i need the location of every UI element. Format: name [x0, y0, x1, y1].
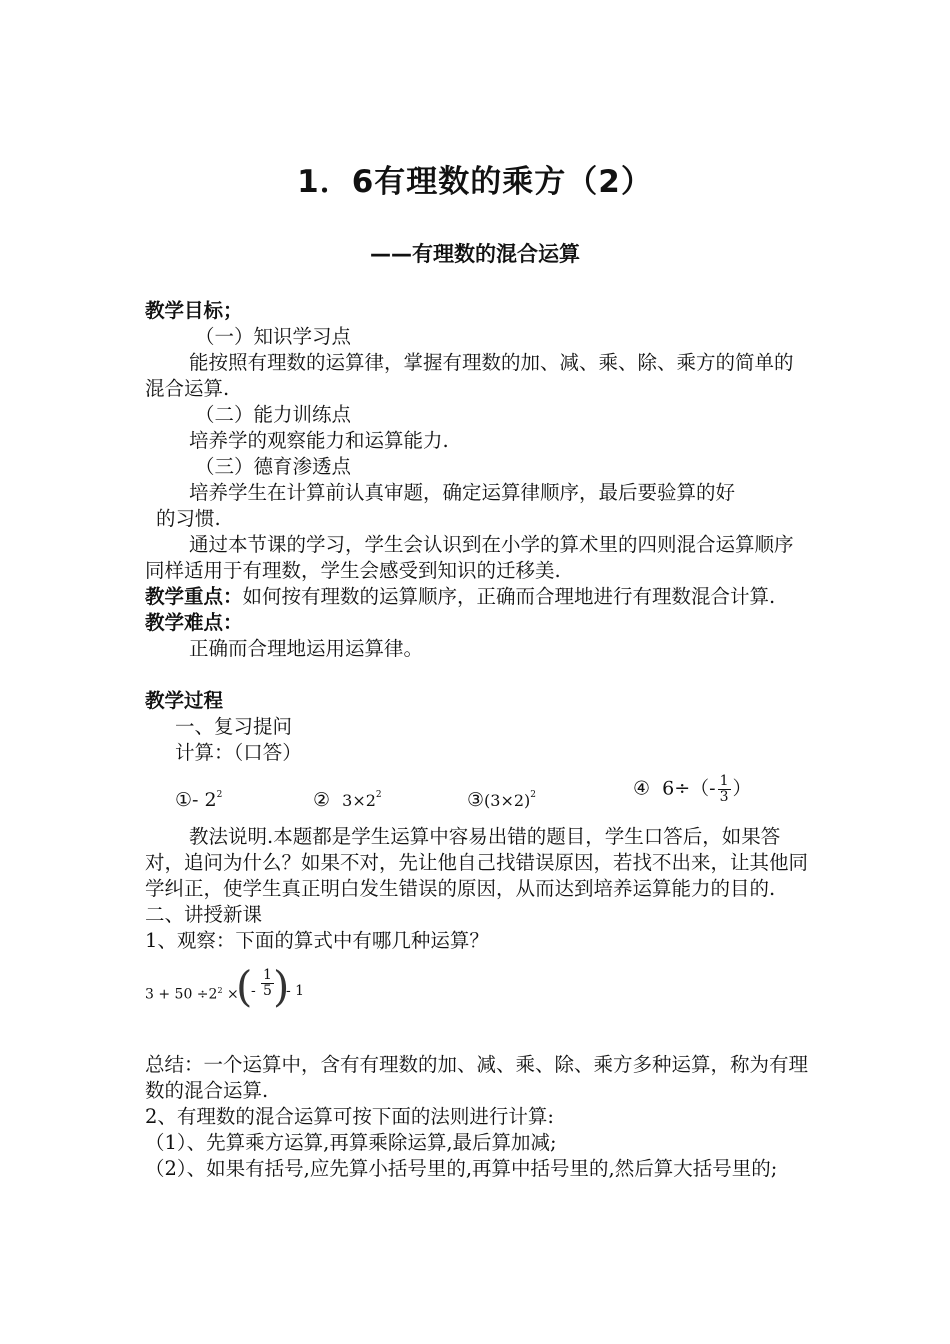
expression-fraction: [261, 968, 274, 999]
right-paren: ): [273, 962, 290, 1011]
goals-heading: 教学目标；: [145, 299, 243, 322]
question-4-fraction: [718, 774, 731, 805]
goals-section-1: （一）知识学习点: [195, 325, 352, 348]
question-4-label: ④: [633, 777, 651, 800]
question-4-numerator: 1: [719, 773, 729, 789]
rule-intro: 2、有理数的混合运算可按下面的法则进行计算:: [145, 1105, 554, 1128]
review-heading: 一、复习提问: [175, 715, 293, 738]
question-2-label: ②: [313, 789, 331, 811]
document-body: [145, 298, 810, 1182]
expression-minus: -: [251, 983, 256, 999]
expression-left-text: 3 + 50 ÷2: [145, 986, 218, 1003]
calc-prompt: 计算：（口答）: [175, 741, 302, 764]
expression-denominator: 5: [263, 983, 272, 999]
goals-section-2: （二）能力训练点: [195, 403, 352, 426]
question-1: [175, 782, 222, 813]
question-3-exponent: 2: [530, 790, 537, 800]
key-point: [145, 584, 810, 610]
question-3: [467, 782, 536, 814]
question-4-close-paren: ）: [732, 777, 752, 800]
page-title: 1．6有理数的乘方（2）: [297, 164, 653, 200]
review-questions: [145, 772, 810, 824]
left-paren: (: [236, 962, 253, 1011]
key-point-label: 教学重点：: [145, 585, 243, 608]
observe-prompt: 1、观察：下面的算式中有哪几种运算？: [145, 929, 489, 952]
conclusion: 总结：一个运算中，含有有理数的加、减、乘、除、乘方多种运算，称为有理数的混合运算.: [145, 1053, 809, 1102]
expression-numerator: 1: [263, 967, 272, 983]
rule-1: （1）、先算乘方运算,再算乘除运算,最后算加减;: [145, 1131, 557, 1154]
goals-section-3: （三）德育渗透点: [195, 455, 352, 478]
expression-exponent: 2: [217, 986, 223, 995]
spacer: [145, 1026, 810, 1052]
key-point-text: 如何按有理数的运算顺序，正确而合理地进行有理数混合计算.: [242, 585, 776, 608]
goals-summary: 通过本节课的学习，学生会认识到在小学的算术里的四则混合运算顺序同样适用于有理数，学生会感受到知识的迁移美.: [145, 533, 794, 582]
difficulty-text: 正确而合理地运用运算律。: [189, 637, 424, 660]
goals-section-1-text: 能按照有理数的运算律，掌握有理数的加、减、乘、除、乘方的简单的混合运算.: [145, 351, 794, 400]
question-4-base: 6÷（-: [662, 777, 716, 800]
question-4: [633, 774, 752, 805]
spacer: [145, 662, 810, 688]
goals-section-2-text: 培养学的观察能力和运算能力.: [189, 429, 449, 452]
page-subtitle: ——有理数的混合运算: [370, 242, 580, 266]
question-2-exponent: 2: [375, 790, 382, 800]
question-4-denominator: 3: [719, 789, 729, 805]
question-1-base: ①- 2: [175, 789, 217, 811]
question-2-base: 3×2: [342, 791, 376, 810]
rule-2: （2）、如果有括号,应先算小括号里的,再算中括号里的,然后算大括号里的;: [145, 1157, 778, 1180]
expression-left: [145, 978, 239, 1008]
question-3-label: ③: [467, 789, 485, 811]
new-lesson-heading: 二、讲授新课: [145, 903, 263, 926]
question-3-base: (3×2): [484, 791, 531, 810]
mixed-expression: [145, 962, 810, 1014]
process-heading: 教学过程: [145, 689, 224, 712]
difficulty-label: 教学难点：: [145, 611, 243, 634]
goals-section-3-text: 培养学生在计算前认真审题，确定运算律顺序，最后要验算的好: [189, 481, 736, 504]
question-1-exponent: 2: [216, 790, 223, 800]
expression-times: ×: [227, 986, 239, 1003]
question-2: [313, 782, 382, 814]
method-note: 教法说明.本题都是学生运算中容易出错的题目，学生口答后，如果答对，追问为什么？如果不对，先让他自己找错误原因，若找不出来，让其他同学纠正，使学生真正明白发生错误的原因，从而达到培养运算能力的目的.: [145, 825, 809, 900]
goals-section-3-text-cont: 的习惯.: [156, 507, 221, 530]
expression-right: - 1: [286, 983, 305, 999]
